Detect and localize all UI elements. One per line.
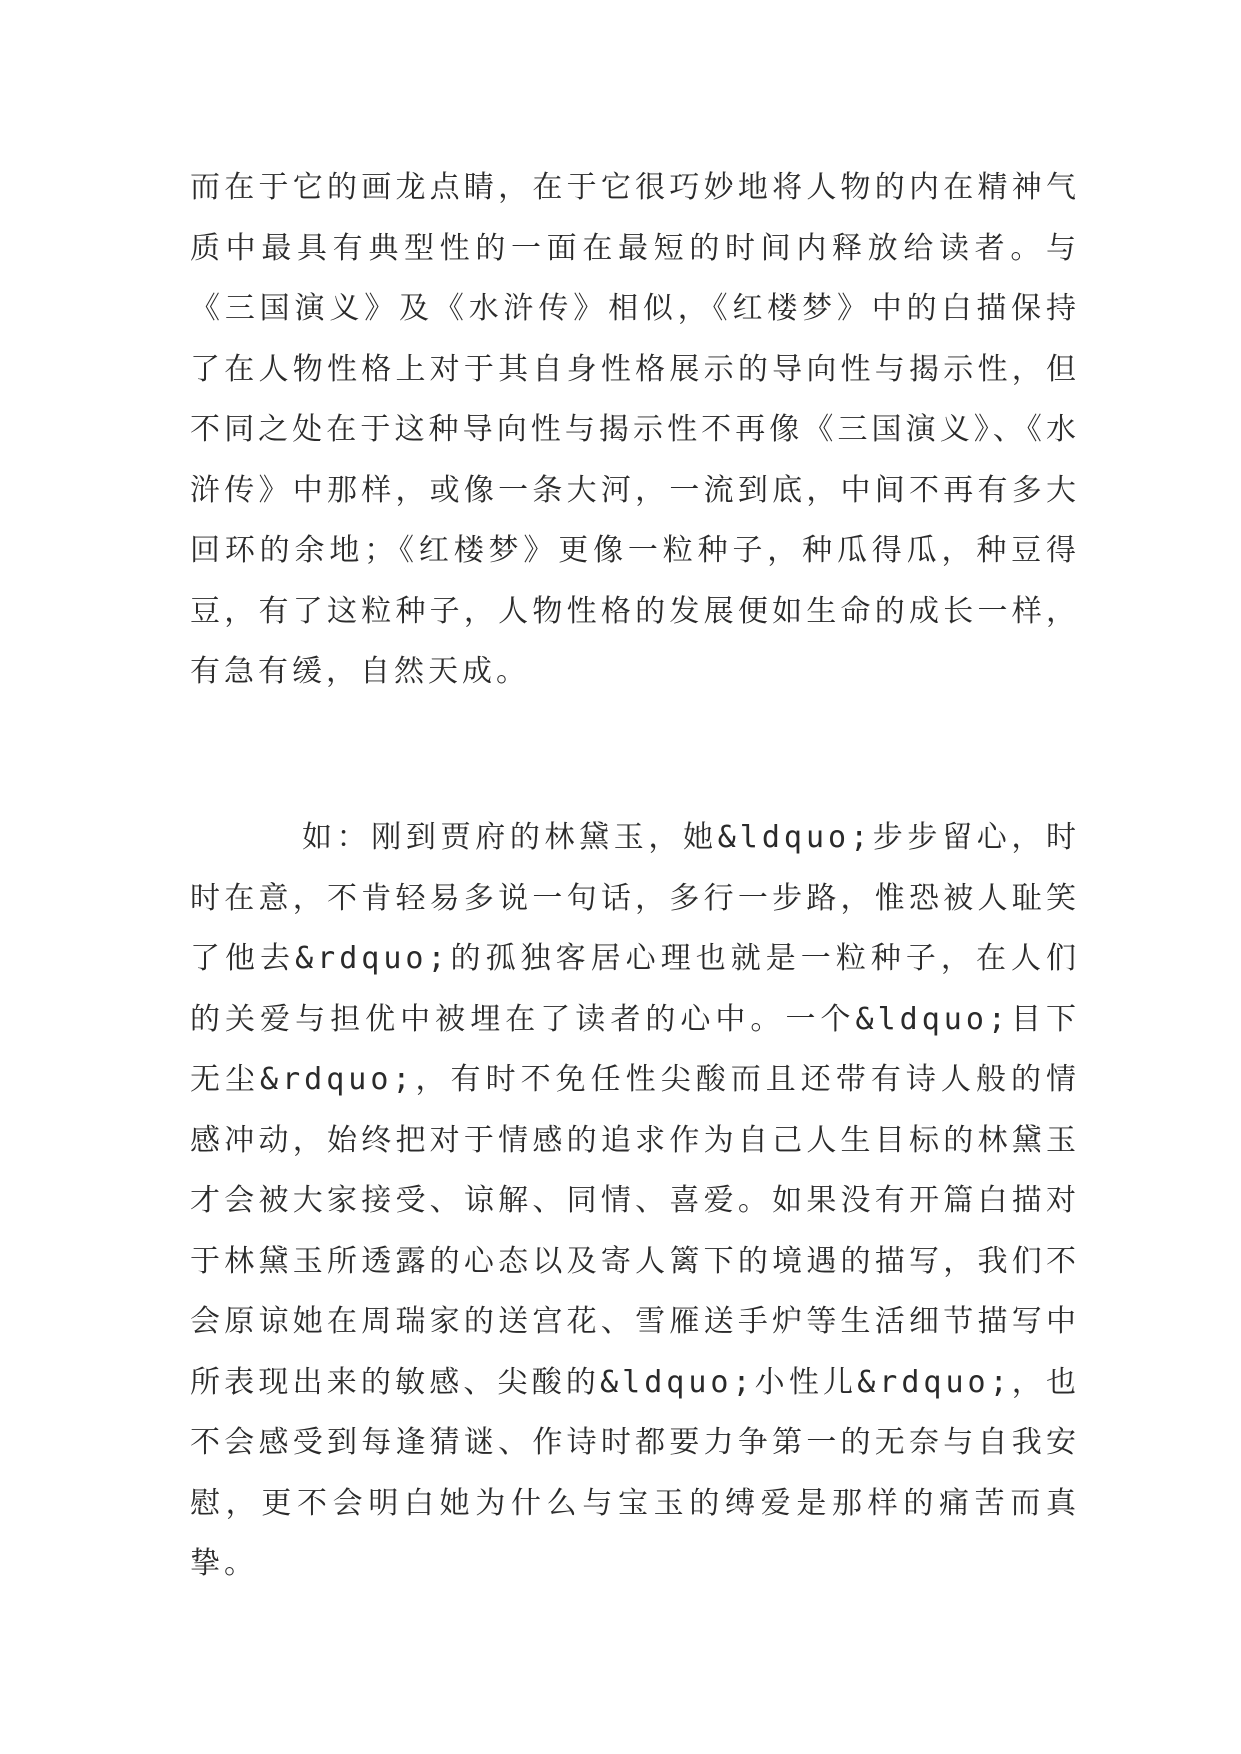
body-paragraph: 而在于它的画龙点睛，在于它很巧妙地将人物的内在精神气质中最具有典型性的一面在最短的时间内释放给读者。与《三国演义》及《水浒传》相似，《红楼梦》中的白描保持了在人物性格上对于其自身性格展示的导向性与揭示性，但不同之处在于这种导向性与揭示性不再像《三国演义》、《水浒传》中那样，或像一条大河，一流到底，中间不再有多大回环的余地；《红楼梦》更像一粒种子，种瓜得瓜，种豆得豆，有了这粒种子，人物性格的发展便如生命的成长一样，有急有缓，自然天成。: [190, 170, 1080, 689]
body-paragraph: 如：刚到贾府的林黛玉，她&ldquo;步步留心，时时在意，不肯轻易多说一句话，多行一步路，惟恐被人耻笑了他去&rdquo;的孤独客居心理也就是一粒种子，在人们的关爱与担优中被埋在了读者的心中。一个&ldquo;目下无尘&rdquo;，有时不免任性尖酸而且还带有诗人般的情感冲动，始终把对于情感的追求作为自己人生目标的林黛玉才会被大家接受、谅解、同情、喜爱。如果没有开篇白描对于林黛玉所透露的心态以及寄人篱下的境遇的描写，我们不会原谅她在周瑞家的送宫花、雪雁送手炉等生活细节描写中所表现出来的敏感、尖酸的&ldquo;小性儿&rdquo;，也不会感受到每逢猜谜、作诗时都要力争第一的无奈与自我安慰，更不会明白她为什么与宝玉的缚爱是那样的痛苦而真挚。: [190, 820, 1080, 1581]
